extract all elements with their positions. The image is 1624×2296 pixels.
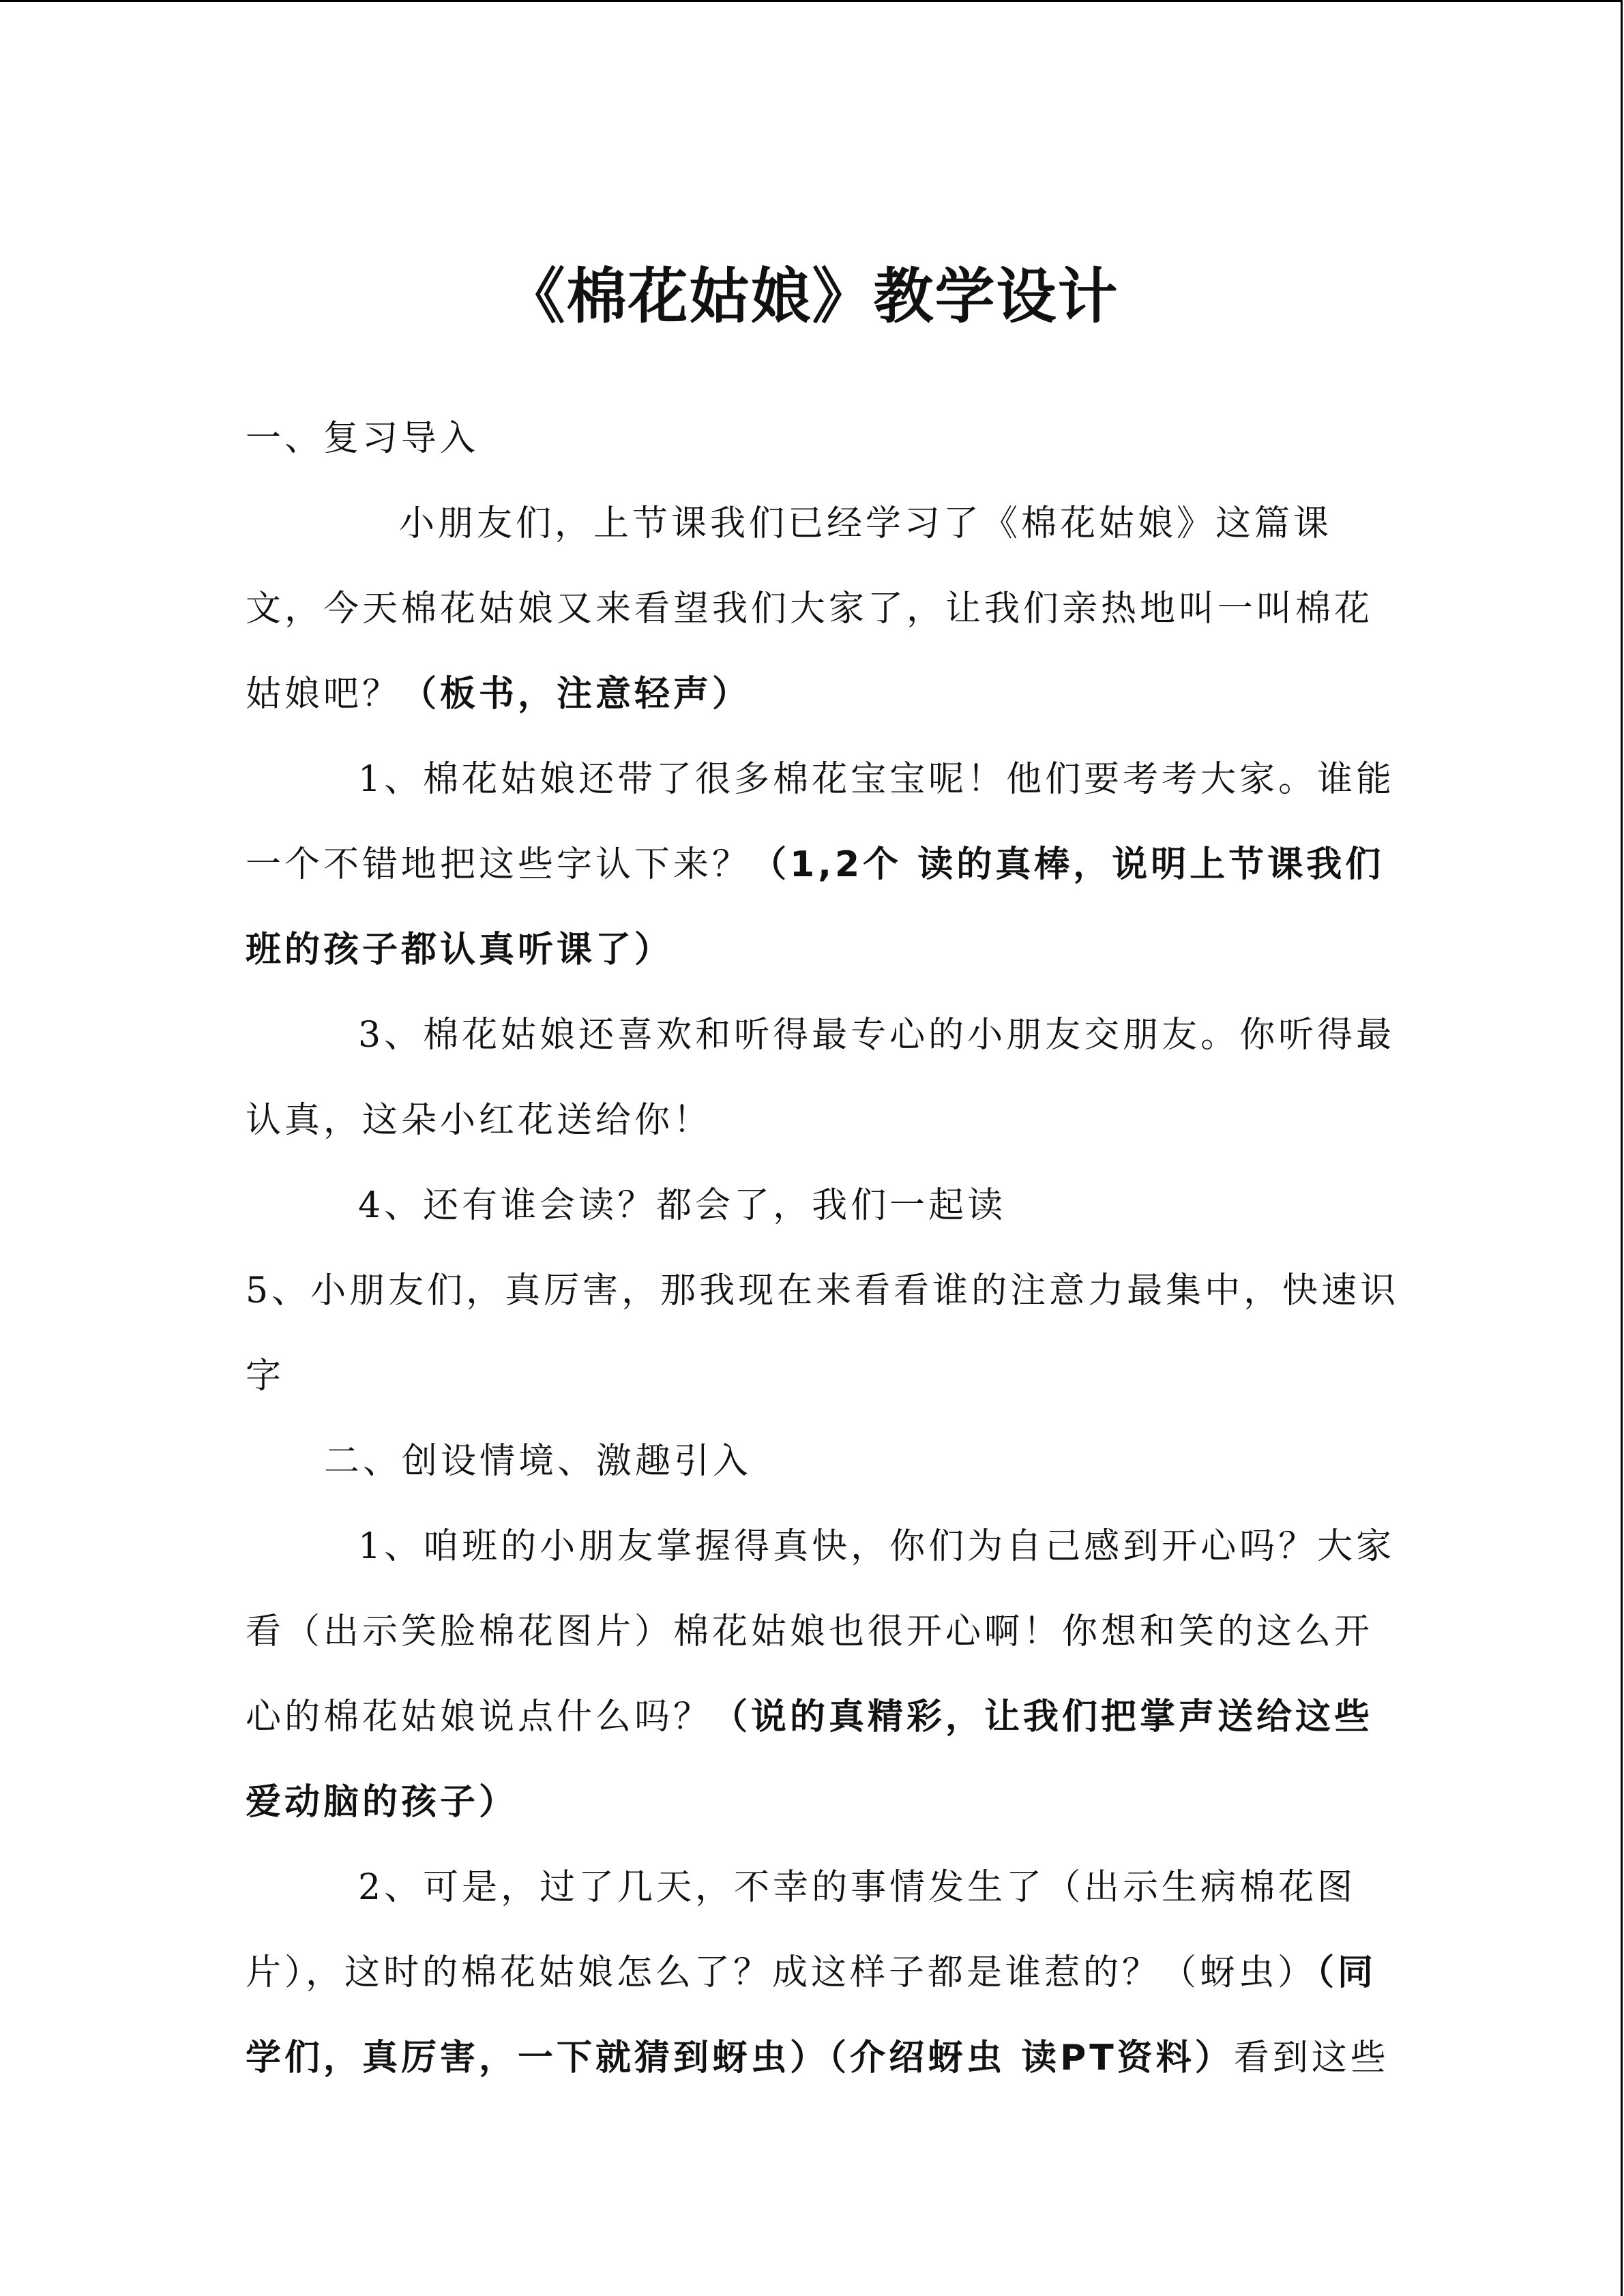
text-run: 一个不错地把这些字认下来？ [246, 844, 752, 885]
text-run: 1、咱班的小朋友掌握得真快，你们为自己感到开心吗？大家 [358, 1526, 1396, 1567]
text-run: 1、棉花姑娘还带了很多棉花宝宝呢！他们要考考大家。谁能 [358, 759, 1396, 800]
paragraph-line [246, 1605, 1375, 1659]
text-run: 二、创设情境、激趣引入 [324, 1441, 752, 1482]
text-run: 3、棉花姑娘还喜欢和听得最专心的小朋友交朋友。你听得最 [358, 1015, 1396, 1056]
bold-note: （同 [1316, 1952, 1377, 1993]
text-run: 认真，这朵小红花送给你！ [246, 1100, 713, 1141]
paragraph-line [246, 1093, 1375, 1148]
section-heading-review [246, 411, 1375, 466]
text-run: 一、复习导入 [246, 418, 479, 459]
bold-note: （板书，注意轻声） [401, 674, 752, 715]
text-run: 4、还有谁会读？都会了，我们一起读 [358, 1185, 1007, 1226]
text-run: 小朋友们，上节课我们已经学习了《棉花姑娘》这篇课 [399, 503, 1333, 544]
bold-note: 爱动脑的孩子） [246, 1782, 518, 1823]
text-run: 看到这些 [1233, 2038, 1389, 2078]
paragraph-line [358, 752, 1396, 807]
text-run: 字 [246, 1356, 285, 1397]
paragraph-line [246, 1775, 1375, 1830]
paragraph-line [358, 1860, 1375, 1915]
text-run: 看（出示笑脸棉花图片）棉花姑娘也很开心啊！你想和笑的这么开 [246, 1611, 1374, 1652]
text-run: 5、小朋友们，真厉害，那我现在来看看谁的注意力最集中，快速识 [246, 1270, 1400, 1311]
bold-note: 学们，真厉害，一下就猜到蚜虫）（介绍蚜虫 读PT资料） [246, 2038, 1234, 2078]
paragraph-line [246, 2031, 1389, 2085]
paragraph-line [399, 496, 1375, 551]
paragraph-line [246, 667, 1375, 721]
paragraph-line [246, 1690, 1375, 1744]
text-run: 片），这时的棉花姑娘怎么了？成这样子都是谁惹的？（蚜虫） [246, 1952, 1317, 1993]
paragraph-line [358, 1178, 1375, 1233]
paragraph-line [358, 1519, 1396, 1574]
paragraph-line [246, 837, 1385, 892]
section-heading-situation [324, 1434, 1375, 1489]
paragraph-line [246, 582, 1375, 636]
paragraph-line [358, 1008, 1396, 1062]
bold-note: 班的孩子都认真听课了） [246, 929, 674, 970]
text-run: 文，今天棉花姑娘又来看望我们大家了，让我们亲热地叫一叫棉花 [246, 588, 1374, 629]
paragraph-line [246, 1349, 1375, 1403]
paragraph-line [246, 923, 1375, 977]
text-run: 心的棉花姑娘说点什么吗？ [246, 1697, 713, 1738]
text-run: 姑娘吧？ [246, 674, 402, 715]
paragraph-line [246, 1945, 1375, 2000]
paragraph-line [246, 1264, 1400, 1318]
bold-note: （说的真精彩，让我们把掌声送给这些 [712, 1697, 1374, 1738]
text-run: 2、可是，过了几天，不幸的事情发生了（出示生病棉花图 [358, 1867, 1357, 1908]
document-title: 《棉花姑娘》教学设计 [505, 261, 1119, 331]
bold-note: （1,2个 读的真棒，说明上节课我们 [751, 844, 1385, 885]
